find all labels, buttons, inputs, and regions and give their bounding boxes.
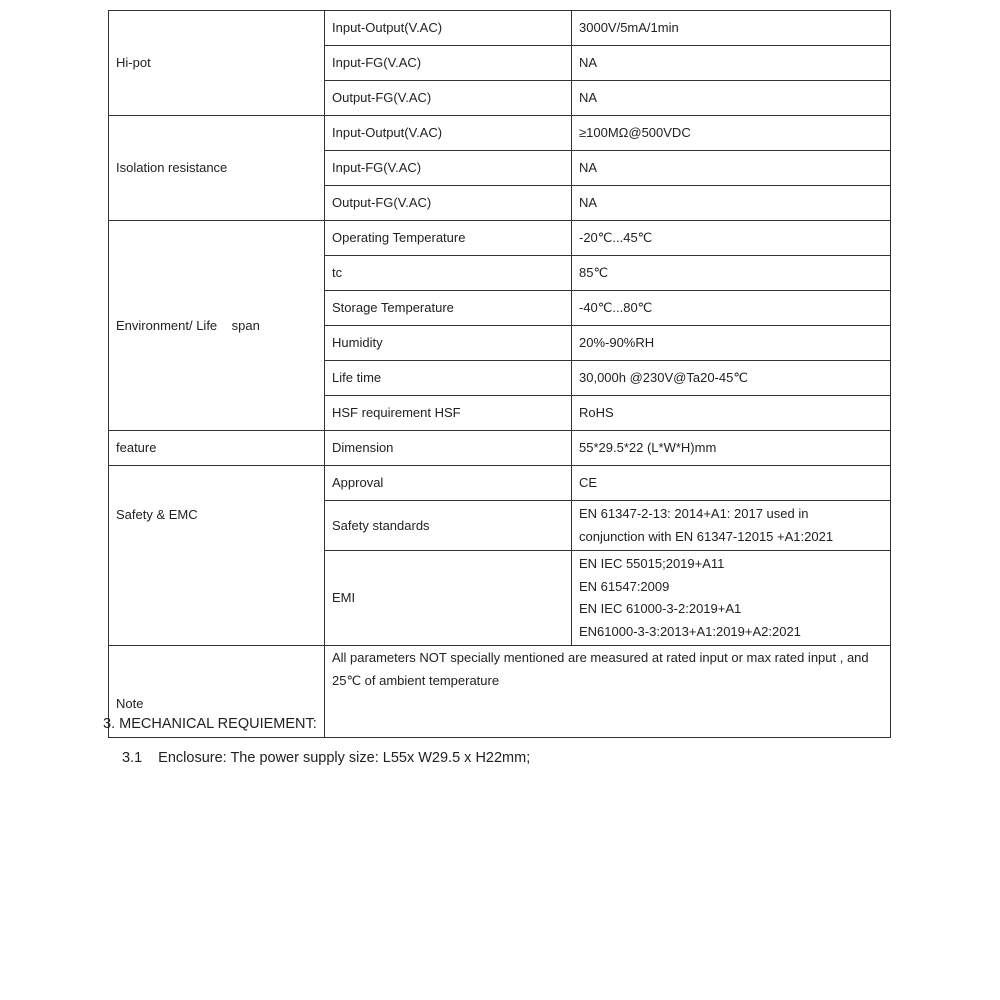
param-cell: Life time bbox=[325, 361, 572, 396]
category-safety: Safety & EMC bbox=[109, 466, 325, 646]
table-row bbox=[109, 116, 891, 151]
category-isolation: Isolation resistance bbox=[109, 116, 325, 221]
value-line: EN IEC 61000-3-2:2019+A1 bbox=[579, 601, 742, 616]
value-cell: ≥100MΩ@500VDC bbox=[572, 116, 891, 151]
value-cell: 3000V/5mA/1min bbox=[572, 11, 891, 46]
value-cell bbox=[572, 551, 891, 646]
note-text: All parameters NOT specially mentioned are measured at rated input or max rated input , and 25℃ of ambient temperature bbox=[325, 646, 891, 738]
value-line: EN 61547:2009 bbox=[579, 578, 670, 594]
param-cell: EMI bbox=[325, 551, 572, 646]
value-cell: 20%-90%RH bbox=[572, 326, 891, 361]
param-cell: Output-FG(V.AC) bbox=[325, 186, 572, 221]
value-cell: -20℃...45℃ bbox=[572, 221, 891, 256]
section-title: 3. MECHANICAL REQUIEMENT: bbox=[103, 716, 317, 732]
value-cell: 55*29.5*22 (L*W*H)mm bbox=[572, 431, 891, 466]
param-cell: Approval bbox=[325, 466, 572, 501]
value-line: EN61000-3-3:2013+A1:2019+A2:2021 bbox=[579, 623, 801, 639]
value-cell: NA bbox=[572, 186, 891, 221]
param-cell: tc bbox=[325, 256, 572, 291]
subsection-text: Enclosure: The power supply size: L55x W29.5 x H22mm; bbox=[158, 750, 531, 766]
value-line: EN 61347-2-13: 2014+A1: 2017 used in bbox=[579, 506, 809, 521]
param-cell: Operating Temperature bbox=[325, 221, 572, 256]
subsection-number: 3.1 bbox=[122, 750, 143, 766]
value-cell bbox=[572, 501, 891, 551]
param-cell: Humidity bbox=[325, 326, 572, 361]
category-environment: Environment/ Life span bbox=[109, 221, 325, 431]
value-line: EN IEC 55015;2019+A11 bbox=[579, 556, 725, 571]
param-cell: Input-FG(V.AC) bbox=[325, 151, 572, 186]
value-cell: 30,000h @230V@Ta20-45℃ bbox=[572, 361, 891, 396]
param-cell: HSF requirement HSF bbox=[325, 396, 572, 431]
category-feature: feature bbox=[109, 431, 325, 466]
category-note: Note bbox=[109, 646, 325, 738]
table-row bbox=[109, 466, 891, 501]
subsection bbox=[122, 750, 530, 766]
table-row bbox=[109, 11, 891, 46]
param-cell: Input-Output(V.AC) bbox=[325, 11, 572, 46]
value-cell: NA bbox=[572, 46, 891, 81]
value-cell: NA bbox=[572, 81, 891, 116]
table-row bbox=[109, 431, 891, 466]
value-cell: CE bbox=[572, 466, 891, 501]
param-cell: Input-FG(V.AC) bbox=[325, 46, 572, 81]
category-hipot: Hi-pot bbox=[109, 11, 325, 116]
param-cell: Safety standards bbox=[325, 501, 572, 551]
value-cell: NA bbox=[572, 151, 891, 186]
table-row bbox=[109, 221, 891, 256]
spec-table bbox=[108, 10, 891, 738]
param-cell: Storage Temperature bbox=[325, 291, 572, 326]
value-cell: RoHS bbox=[572, 396, 891, 431]
value-cell: 85℃ bbox=[572, 256, 891, 291]
param-cell: Output-FG(V.AC) bbox=[325, 81, 572, 116]
value-line: conjunction with EN 61347-12015 +A1:2021 bbox=[579, 528, 834, 544]
param-cell: Input-Output(V.AC) bbox=[325, 116, 572, 151]
value-cell: -40℃...80℃ bbox=[572, 291, 891, 326]
param-cell: Dimension bbox=[325, 431, 572, 466]
